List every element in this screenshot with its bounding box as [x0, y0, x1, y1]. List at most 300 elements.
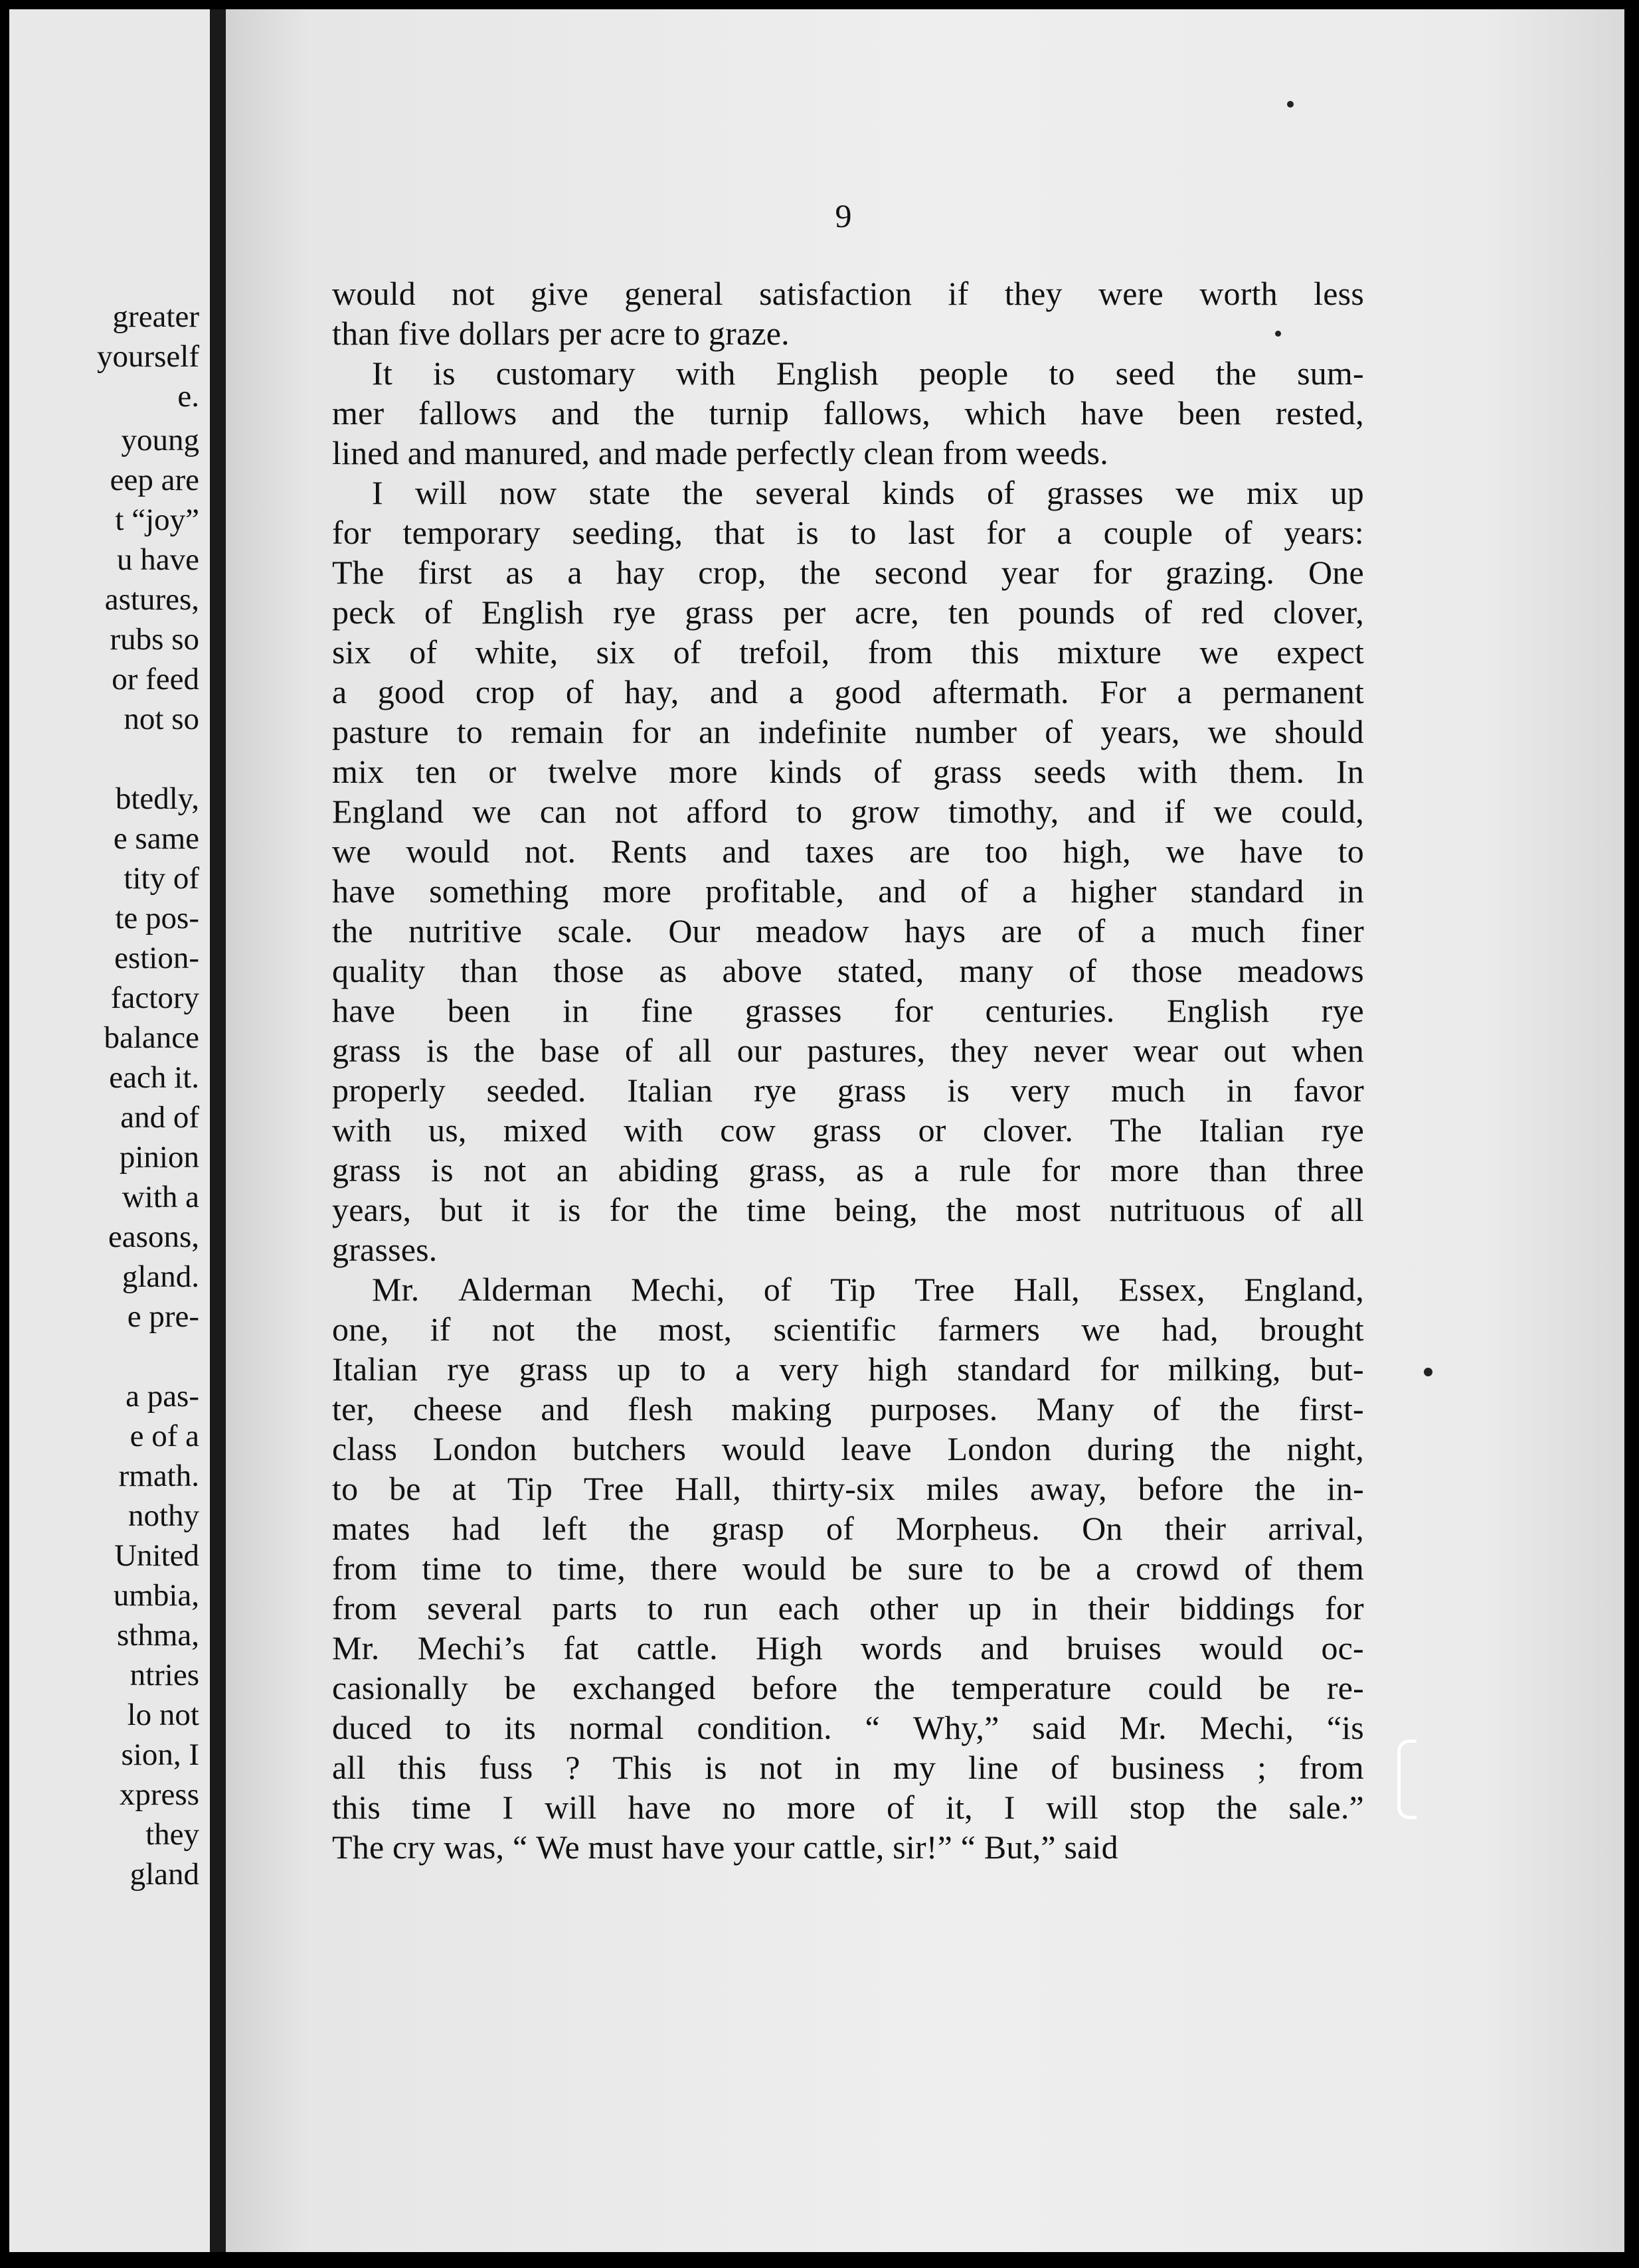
word: temperature — [951, 1669, 1112, 1706]
facing-page-text-fragment: factory — [110, 981, 199, 1015]
word: or — [488, 753, 517, 790]
word: The — [332, 554, 385, 591]
word: time — [422, 1550, 482, 1587]
word: standard — [956, 1350, 1071, 1388]
word: of — [1244, 1550, 1272, 1587]
word: in — [1031, 1589, 1058, 1627]
text-line — [332, 1668, 1364, 1708]
word: we — [1213, 793, 1253, 830]
word: This — [612, 1749, 673, 1786]
word: is — [947, 1072, 970, 1109]
word: or — [918, 1111, 946, 1149]
word: of — [1045, 713, 1073, 750]
word: before — [752, 1669, 838, 1706]
word: England — [332, 793, 444, 830]
word: this — [332, 1789, 381, 1826]
word: be — [1258, 1669, 1291, 1706]
word: acre, — [855, 594, 919, 631]
word: farmers — [937, 1311, 1041, 1348]
word: to — [850, 514, 877, 551]
word: “is — [1326, 1709, 1364, 1746]
facing-page-text-fragment: young — [121, 423, 199, 457]
word: than — [1209, 1151, 1267, 1188]
word: mix — [332, 753, 385, 790]
word: been — [447, 992, 511, 1029]
facing-page-text-fragment: not so — [124, 702, 199, 736]
word: For — [1100, 673, 1147, 710]
word: and — [722, 833, 771, 870]
book-spine — [210, 9, 226, 2252]
word: rested, — [1275, 394, 1364, 432]
word: from — [942, 434, 1017, 471]
word: Mr. — [332, 1629, 380, 1666]
word: second — [874, 554, 968, 591]
text-line — [332, 991, 1364, 1030]
word: seeding, — [572, 514, 683, 551]
word: would — [1199, 1629, 1284, 1666]
word: brought — [1259, 1311, 1364, 1348]
word: couple — [1103, 514, 1193, 551]
word: for — [894, 992, 934, 1029]
word: normal — [568, 1709, 664, 1746]
word: kinds — [769, 753, 842, 790]
word: than — [460, 952, 519, 989]
word: being, — [834, 1191, 918, 1228]
word: us, — [428, 1111, 467, 1149]
word: said — [1064, 1828, 1118, 1866]
word: English — [481, 594, 584, 631]
word: cattle. — [636, 1629, 718, 1666]
word: is — [796, 514, 819, 551]
text-line — [332, 1349, 1364, 1389]
text-line — [332, 1628, 1364, 1668]
word: Essex, — [1118, 1271, 1205, 1308]
word: is — [431, 1151, 454, 1188]
word: must — [588, 1828, 662, 1866]
word: and — [980, 1629, 1029, 1666]
word: but — [440, 1191, 483, 1228]
word: those — [553, 952, 624, 989]
word: seeds — [1033, 753, 1106, 790]
word: biddings — [1179, 1589, 1295, 1627]
word: would — [332, 275, 416, 312]
word: Hall, — [1013, 1271, 1080, 1308]
word: class — [332, 1430, 398, 1467]
word: properly — [332, 1072, 446, 1109]
word: One — [1308, 554, 1364, 591]
word: But,” — [984, 1828, 1065, 1866]
facing-page-text-fragment: easons, — [108, 1220, 199, 1254]
word: in — [1226, 1072, 1252, 1109]
text-line — [332, 1469, 1364, 1508]
word: condition. — [697, 1709, 832, 1746]
word: during — [1086, 1430, 1175, 1467]
facing-page-text-fragment: yourself — [96, 339, 199, 374]
word: We — [536, 1828, 588, 1866]
word: we — [332, 833, 371, 870]
word: worth — [1199, 275, 1278, 312]
word: more — [669, 753, 738, 790]
word: as — [856, 1151, 885, 1188]
word: thirty-six — [772, 1470, 896, 1507]
word: was, — [444, 1828, 513, 1866]
word: clover, — [1273, 594, 1364, 631]
word: is — [558, 1191, 581, 1228]
word: Mr. — [372, 1271, 420, 1308]
word: time, — [557, 1550, 626, 1587]
word: ter, — [332, 1390, 375, 1427]
word: of — [625, 1032, 653, 1069]
word: night, — [1286, 1430, 1364, 1467]
word: peck — [332, 594, 396, 631]
text-line — [332, 1230, 1364, 1269]
word: a — [914, 1151, 929, 1188]
word: years, — [332, 1191, 412, 1228]
facing-page-text-fragment: and of — [120, 1100, 199, 1135]
word: mixed — [503, 1111, 587, 1149]
word: up — [968, 1589, 1002, 1627]
word: The — [332, 1828, 393, 1866]
word: there — [650, 1550, 718, 1587]
word: favor — [1293, 1072, 1364, 1109]
word: our — [736, 1032, 782, 1069]
word: it — [511, 1191, 530, 1228]
text-line — [332, 313, 1364, 353]
word: re- — [1326, 1669, 1364, 1706]
word: grasses — [744, 992, 842, 1029]
facing-page-text-fragment: xpress — [119, 1777, 199, 1812]
word: of — [1069, 952, 1097, 989]
word: hay — [616, 554, 665, 591]
word: of — [887, 1789, 915, 1826]
page-body — [332, 274, 1364, 1867]
word: grasses — [1047, 474, 1144, 511]
word: clover. — [982, 1111, 1074, 1149]
word: an — [699, 713, 731, 750]
word: from — [332, 1550, 397, 1587]
word: the — [1216, 1789, 1258, 1826]
word: an — [556, 1151, 588, 1188]
word: ? — [565, 1749, 580, 1786]
word: hay, — [624, 673, 679, 710]
word: oc- — [1321, 1629, 1364, 1666]
word: fat — [563, 1629, 599, 1666]
facing-page-text-fragment: with a — [122, 1180, 199, 1214]
scan-artifact-mark — [1397, 1740, 1417, 1819]
word: they — [1004, 275, 1063, 312]
facing-page-text-fragment: rubs so — [110, 622, 199, 657]
word: can — [539, 793, 586, 830]
word: five — [398, 315, 459, 352]
facing-page-text-fragment: astures, — [104, 582, 199, 617]
word: but- — [1310, 1350, 1364, 1388]
word: a — [1057, 514, 1073, 551]
word: arrival, — [1268, 1510, 1364, 1547]
word: much — [1111, 1072, 1185, 1109]
word: It — [372, 355, 392, 392]
text-line — [332, 1309, 1364, 1349]
word: before — [1138, 1470, 1224, 1507]
text-line — [332, 1269, 1364, 1309]
word: years: — [1284, 514, 1364, 551]
word: duced — [332, 1709, 412, 1746]
word: several — [427, 1589, 523, 1627]
facing-page-text-fragment: tity of — [124, 861, 199, 896]
word: the — [677, 1191, 719, 1228]
word: turnip — [709, 394, 790, 432]
word: the — [628, 1510, 670, 1547]
word: a — [1140, 912, 1156, 949]
word: London — [432, 1430, 537, 1467]
word: several — [755, 474, 851, 511]
word: said — [1032, 1709, 1086, 1746]
word: to — [647, 1589, 673, 1627]
word: to — [456, 713, 483, 750]
word: mer — [332, 394, 385, 432]
facing-page-text-fragment: e. — [177, 379, 199, 414]
ink-speck — [1287, 101, 1294, 108]
word: would — [721, 1430, 806, 1467]
word: less — [1314, 275, 1364, 312]
word: all — [1330, 1191, 1364, 1228]
word: cheese — [413, 1390, 503, 1427]
word: expect — [1276, 633, 1364, 671]
word: Mechi, — [1199, 1709, 1294, 1746]
word: and — [709, 673, 758, 710]
word: red — [1201, 594, 1245, 631]
word: to — [445, 1709, 472, 1746]
text-line — [332, 831, 1364, 871]
word: if — [1164, 793, 1185, 830]
word: if — [948, 275, 969, 312]
word: Alderman — [458, 1271, 592, 1308]
word: grass — [519, 1350, 588, 1388]
word: people — [918, 355, 1009, 392]
word: up — [1330, 474, 1364, 511]
word: out — [1223, 1032, 1266, 1069]
word: with — [624, 1111, 683, 1149]
word: six — [596, 633, 636, 671]
word: the — [1254, 1470, 1296, 1507]
word: temporary — [402, 514, 541, 551]
word: from — [867, 633, 933, 671]
text-line — [332, 393, 1364, 433]
text-line — [332, 752, 1364, 791]
word: very — [779, 1350, 839, 1388]
word: at — [452, 1470, 476, 1507]
word: of — [1051, 1749, 1079, 1786]
text-line — [332, 513, 1364, 552]
scan-border-bottom — [0, 2252, 1639, 2268]
word: the — [576, 1311, 618, 1348]
word: the — [682, 474, 724, 511]
word: abiding — [618, 1151, 719, 1188]
word: sum- — [1297, 355, 1364, 392]
word: acre — [610, 315, 674, 352]
word: be — [1039, 1550, 1071, 1587]
word: I — [502, 1789, 514, 1826]
text-line — [332, 1150, 1364, 1190]
word: “ — [865, 1709, 881, 1746]
text-line — [332, 1747, 1364, 1787]
word: higher — [1071, 872, 1157, 910]
word: centuries. — [985, 992, 1115, 1029]
word: flesh — [628, 1390, 693, 1427]
word: is — [432, 355, 456, 392]
word: not — [452, 275, 495, 312]
word: not — [491, 1311, 535, 1348]
word: rye — [447, 1350, 490, 1388]
word: for — [332, 514, 371, 551]
word: grass — [332, 1151, 401, 1188]
word: the — [1210, 1430, 1251, 1467]
word: have — [1080, 394, 1144, 432]
text-line — [332, 1827, 1364, 1867]
word: the — [634, 394, 675, 432]
word: rye — [1321, 992, 1364, 1029]
word: their — [1164, 1510, 1227, 1547]
text-line — [332, 1389, 1364, 1429]
ink-speck — [1424, 1368, 1432, 1376]
word: is — [704, 1749, 727, 1786]
facing-page-text-fragment: gland. — [122, 1259, 199, 1294]
word: a — [1177, 673, 1192, 710]
facing-page-text-fragment: United — [114, 1538, 199, 1573]
word: to — [1337, 833, 1364, 870]
text-line — [332, 672, 1364, 712]
word: state — [588, 474, 651, 511]
word: be — [504, 1669, 537, 1706]
word: mix — [1246, 474, 1299, 511]
word: them. — [1229, 753, 1305, 790]
word: a — [1022, 872, 1037, 910]
word: had — [452, 1510, 501, 1547]
word: sure — [907, 1550, 964, 1587]
word: manured, — [464, 434, 598, 471]
word: most — [1015, 1191, 1081, 1228]
word: Why,” — [912, 1709, 999, 1746]
word: standard — [1190, 872, 1304, 910]
facing-page-text-fragment: e same — [113, 821, 199, 856]
word: making — [731, 1390, 832, 1427]
word: a — [1096, 1550, 1111, 1587]
word: to — [988, 1550, 1015, 1587]
word: indefinite — [758, 713, 887, 750]
facing-page-text-fragment: u have — [117, 542, 199, 577]
word: permanent — [1223, 673, 1364, 710]
text-line — [332, 1030, 1364, 1070]
scan-border-right — [1624, 0, 1639, 2268]
word: to — [1049, 355, 1075, 392]
word: trefoil, — [739, 633, 830, 671]
text-line — [332, 712, 1364, 752]
text-line — [332, 632, 1364, 672]
word: should — [1274, 713, 1364, 750]
word: hays — [904, 912, 966, 949]
facing-page-text-fragment: umbia, — [113, 1578, 199, 1613]
word: of — [424, 594, 453, 631]
word: seeded. — [486, 1072, 586, 1109]
word: high — [868, 1350, 928, 1388]
facing-page-text-fragment: nothy — [128, 1498, 199, 1533]
word: it, — [946, 1789, 973, 1826]
facing-page-text-fragment: sthma, — [116, 1618, 199, 1653]
facing-page-text-fragment: gland — [129, 1857, 199, 1892]
word: your — [733, 1828, 804, 1866]
word: are — [1001, 912, 1043, 949]
word: a — [332, 673, 347, 710]
word: for — [609, 1191, 649, 1228]
facing-page-text-fragment: e of a — [129, 1419, 199, 1453]
word: pasture — [332, 713, 429, 750]
ink-speck — [1275, 331, 1281, 337]
word: finer — [1300, 912, 1364, 949]
facing-page-text-fragment: each it. — [109, 1060, 199, 1095]
word: Tip — [507, 1470, 553, 1507]
word: dollars — [458, 315, 559, 352]
word: many — [959, 952, 1034, 989]
word: the — [1219, 1390, 1260, 1427]
facing-page-fragment — [9, 9, 210, 2252]
word: more — [786, 1789, 856, 1826]
word: run — [703, 1589, 748, 1627]
word: its — [504, 1709, 537, 1746]
book-page — [226, 9, 1624, 2252]
word: would — [742, 1550, 826, 1587]
word: made — [655, 434, 736, 471]
word: be — [851, 1550, 883, 1587]
word: to — [673, 315, 709, 352]
word: of — [873, 753, 902, 790]
word: we — [1175, 474, 1215, 511]
word: which — [964, 394, 1047, 432]
word: the — [474, 1032, 515, 1069]
word: meadow — [755, 912, 869, 949]
word: to — [796, 793, 823, 830]
word: grasp — [711, 1510, 784, 1547]
word: the — [946, 1191, 988, 1228]
word: mates — [332, 1510, 410, 1547]
word: a — [567, 554, 582, 591]
word: for — [1092, 554, 1132, 591]
word: could — [1148, 1669, 1223, 1706]
word: those — [1132, 952, 1203, 989]
word: taxes — [805, 833, 875, 870]
word: we — [1165, 833, 1205, 870]
word: of — [409, 633, 438, 671]
word: of — [986, 474, 1015, 511]
word: sale.” — [1288, 1789, 1364, 1826]
word: pounds — [1018, 594, 1116, 631]
word: nutritive — [408, 912, 523, 949]
word: this — [398, 1749, 447, 1786]
word: scientific — [773, 1311, 897, 1348]
word: left — [542, 1510, 587, 1547]
text-line — [332, 353, 1364, 393]
word: we — [1081, 1311, 1120, 1348]
word: had, — [1162, 1311, 1219, 1348]
word: were — [1098, 275, 1164, 312]
word: have — [332, 992, 396, 1029]
word: of — [763, 1271, 792, 1308]
word: pastures, — [807, 1032, 926, 1069]
word: per — [782, 594, 826, 631]
word: a — [788, 673, 804, 710]
word: Mechi, — [630, 1271, 725, 1308]
word: exchanged — [572, 1669, 716, 1706]
word: last — [908, 514, 955, 551]
word: in- — [1326, 1470, 1364, 1507]
